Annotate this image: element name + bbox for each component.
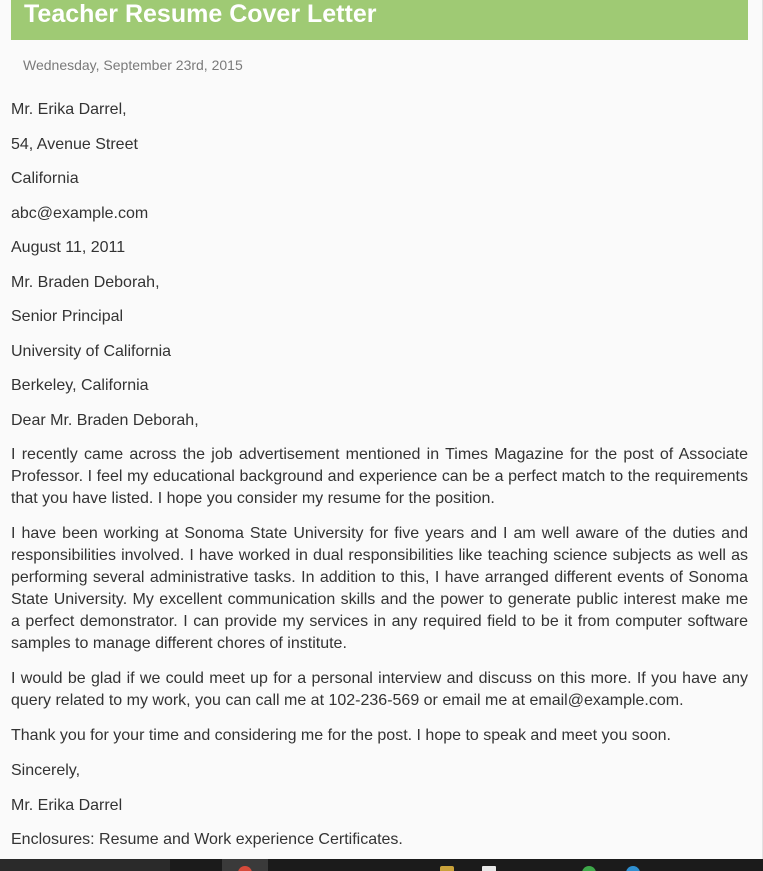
taskbar <box>0 859 763 871</box>
signature: Mr. Erika Darrel <box>11 796 123 814</box>
enclosures: Enclosures: Resume and Work experience Certificates. <box>11 831 403 848</box>
chat-icon[interactable] <box>582 866 596 871</box>
page-title: Teacher Resume Cover Letter <box>24 0 377 28</box>
folder-icon[interactable] <box>440 866 454 871</box>
paragraph-experience: I have been working at Sonoma State University for five years and I am well aware of the duties and responsibilities involved. I have worked in dual responsibilities like teaching science subjects as well as performing several administrative tasks. In addition to this, I have arranged different events of Sonoma State University. My excellent communication skills and the power to generate public interest make me a perfect demonstrator. I can provide my services in any required field to be it from computer software samples to manage different chores of institute. <box>11 525 748 652</box>
letter-body <box>11 99 748 864</box>
recipient-city: Berkeley, California <box>11 377 149 394</box>
closing: Sincerely, <box>11 762 81 779</box>
recipient-title: Senior Principal <box>11 308 124 325</box>
paragraph-intro: I recently came across the job advertisement mentioned in Times Magazine for the post of Associate Professor. I feel my educational background and experience can be a perfect match to the requirements that you have listed. I hope you consider my resume for the position. <box>11 446 748 507</box>
title-banner <box>11 0 748 40</box>
sender-state: California <box>11 170 79 187</box>
recipient-name: Mr. Braden Deborah, <box>11 273 160 291</box>
salutation: Dear Mr. Braden Deborah, <box>11 411 199 429</box>
taskbar-start-area[interactable] <box>0 859 170 871</box>
app-icon[interactable] <box>626 866 640 871</box>
sender-name: Mr. Erika Darrel, <box>11 101 127 118</box>
media-icon[interactable] <box>482 866 496 871</box>
paragraph-interview: I would be glad if we could meet up for a personal interview and discuss on this more. If you have any query related to my work, you can call me at 102-236-569 or email me at email@example.com. <box>11 670 748 709</box>
recipient-org: University of California <box>11 342 172 360</box>
sender-street: 54, Avenue Street <box>11 135 138 153</box>
sender-email: abc@example.com <box>11 204 149 222</box>
letter-date: August 11, 2011 <box>11 239 126 256</box>
post-date: Wednesday, September 23rd, 2015 <box>23 57 243 73</box>
paragraph-thanks: Thank you for your time and considering me for the post. I hope to speak and meet you soon. <box>11 727 671 744</box>
